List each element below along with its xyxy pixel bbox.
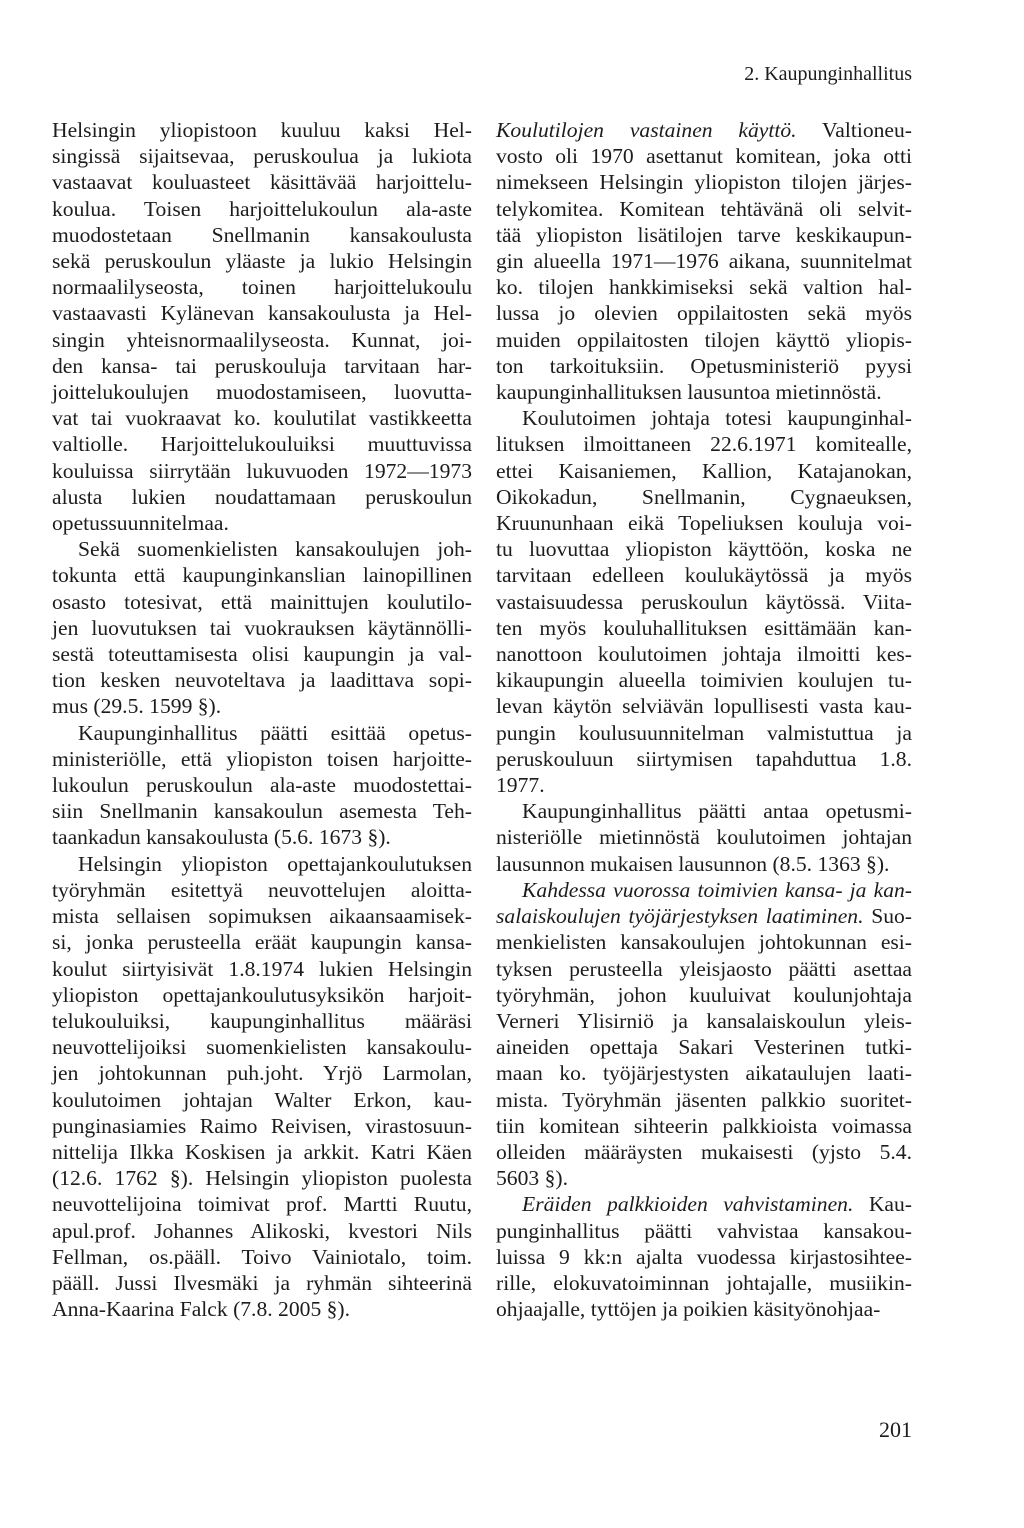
line-text: Suo-	[863, 904, 912, 929]
paragraph	[52, 851, 472, 1323]
paragraph	[52, 117, 472, 536]
line-text: yliopiston opettajankoulutusyksikön harjoit-	[52, 982, 472, 1007]
line-text: (12.6. 1762 §). Helsingin yliopiston puolesta	[52, 1166, 472, 1191]
text-line	[496, 982, 912, 1008]
text-line	[496, 851, 912, 877]
text-line	[496, 484, 912, 510]
line-text: vosto oli 1970 asettanut komitean, joka otti	[496, 144, 912, 169]
text-line	[496, 143, 912, 169]
line-text: mus (29.5. 1599 §).	[52, 694, 222, 719]
text-line	[52, 484, 472, 510]
text-line	[496, 667, 912, 693]
section-heading: Eräiden palkkioiden vahvistaminen.	[522, 1192, 854, 1217]
text-line	[52, 956, 472, 982]
line-text: levan käytön selviävän lopullisesti vasta kau-	[496, 694, 912, 719]
text-line	[496, 693, 912, 719]
line-text: olleiden määräysten mukaisesti (yjsto 5.4.	[496, 1139, 912, 1164]
line-text: muiden oppilaitosten tilojen käyttö yliopis-	[496, 327, 912, 352]
text-line	[496, 615, 912, 641]
text-line	[496, 1034, 912, 1060]
text-line	[52, 117, 472, 143]
line-text: vastaavat kouluasteet käsittävää harjoittelu-	[52, 170, 472, 195]
line-text: pungin koulusuunnitelman valmistuttua ja	[496, 720, 912, 745]
line-text: ohjaajalle, tyttöjen ja poikien käsityönohjaa-	[496, 1297, 881, 1322]
line-text: lukoulun peruskoulun ala-aste muodostettai-	[52, 773, 472, 798]
text-line	[496, 1218, 912, 1244]
line-text: neuvottelijoina toimivat prof. Martti Ruutu,	[52, 1192, 472, 1217]
text-line	[496, 1113, 912, 1139]
text-line	[496, 1139, 912, 1165]
text-line	[496, 379, 912, 405]
text-line	[496, 562, 912, 588]
text-line	[496, 1296, 912, 1322]
text-line	[52, 851, 472, 877]
text-line	[496, 536, 912, 562]
text-line	[52, 248, 472, 274]
line-text: koulua. Toisen harjoittelukoulun ala-aste	[52, 196, 472, 221]
line-text: aineiden opettaja Sakari Vesterinen tutki-	[496, 1035, 912, 1060]
text-line	[52, 196, 472, 222]
text-line	[52, 641, 472, 667]
line-text: koulut siirtyisivät 1.8.1974 lukien Helsingin	[52, 956, 472, 981]
line-text: nisteriölle mietinnöstä koulutoimen johtajan	[496, 825, 912, 850]
text-line	[52, 877, 472, 903]
line-text: punginhallitus päätti vahvistaa kansakou-	[496, 1218, 912, 1243]
text-line	[496, 877, 912, 903]
text-line	[496, 720, 912, 746]
line-text: ton tarkoituksiin. Opetusministeriö pyysi	[496, 353, 912, 378]
line-text: Kau-	[853, 1192, 912, 1217]
line-text: tion kesken neuvoteltava ja laadittava sopi-	[52, 668, 472, 693]
text-line	[52, 300, 472, 326]
paragraph	[52, 720, 472, 851]
text-line	[496, 1060, 912, 1086]
line-text: tu luovuttaa yliopiston käyttöön, koska ne	[496, 537, 912, 562]
line-text: Valtioneu-	[796, 118, 912, 142]
text-line	[496, 929, 912, 955]
line-text: Helsingin yliopiston opettajankoulutuksen	[78, 851, 472, 876]
text-line	[52, 1165, 472, 1191]
line-text: taankadun kansakoulusta (5.6. 1673 §).	[52, 825, 391, 850]
text-line	[52, 720, 472, 746]
text-line	[52, 379, 472, 405]
text-line	[52, 405, 472, 431]
line-text: ministeriölle, että yliopiston toisen harjoitte-	[52, 746, 472, 771]
text-line	[496, 589, 912, 615]
text-line	[496, 353, 912, 379]
line-text: peruskouluun siirtymisen tapahduttua 1.8.	[496, 746, 912, 771]
text-line	[496, 222, 912, 248]
line-text: nimekseen Helsingin yliopiston tilojen järjes-	[496, 170, 912, 195]
paragraph	[496, 798, 912, 877]
line-text: ten myös kouluhallituksen esittämään kan-	[496, 615, 912, 640]
section-heading: salaiskoulujen työjärjestyksen laatiminen.	[496, 904, 864, 929]
text-line	[52, 562, 472, 588]
line-text: työryhmän esitettyä neuvottelujen aloitta-	[52, 877, 472, 902]
text-line	[496, 798, 912, 824]
line-text: koulutoimen johtajan Walter Erkon, kau-	[52, 1087, 472, 1112]
text-line	[496, 431, 912, 457]
line-text: mista. Työryhmän jäsenten palkkio suoritet-	[496, 1087, 912, 1112]
line-text: si, jonka perusteella eräät kaupungin kansa-	[52, 930, 472, 955]
right-column	[496, 117, 912, 1322]
line-text: siin Snellmanin kansakoulun asemesta Teh-	[52, 799, 472, 824]
text-line	[52, 693, 472, 719]
line-text: den kansa- tai peruskouluja tarvitaan har-	[52, 353, 472, 378]
line-text: ettei Kaisaniemen, Kallion, Katajanokan,	[496, 458, 912, 483]
line-text: telukouluiksi, kaupunginhallitus määräsi	[52, 1008, 472, 1033]
text-line	[52, 1296, 472, 1322]
line-text: joittelukoulujen muodostamiseen, luovutta-	[52, 380, 472, 405]
line-text: singissä sijaitsevaa, peruskoulua ja lukiota	[52, 144, 472, 169]
line-text: Helsingin yliopistoon kuuluu kaksi Hel-	[52, 118, 472, 142]
text-line	[52, 929, 472, 955]
text-line	[496, 1191, 912, 1217]
line-text: lituksen ilmoittaneen 22.6.1971 komitealle,	[496, 432, 912, 457]
line-text: tokunta että kaupunginkanslian lainopillinen	[52, 563, 472, 588]
line-text: vastaisuudessa peruskoulun käytössä. Viita-	[496, 589, 912, 614]
line-text: kaupunginhallituksen lausuntoa mietinnöstä.	[496, 380, 882, 405]
text-line	[496, 1008, 912, 1034]
text-line	[52, 1139, 472, 1165]
text-line	[496, 956, 912, 982]
text-line	[52, 1034, 472, 1060]
line-text: kikaupungin alueella toimivien koulujen tu-	[496, 668, 912, 693]
line-text: Verneri Ylisirniö ja kansalaiskoulun yleis-	[496, 1008, 912, 1033]
text-line	[52, 615, 472, 641]
text-line	[52, 143, 472, 169]
text-line	[496, 458, 912, 484]
line-text: normaalilyseosta, toinen harjoittelukoulu	[52, 275, 472, 300]
text-line	[52, 798, 472, 824]
line-text: kouluissa siirrytään lukuvuoden 1972—1973	[52, 458, 472, 483]
text-line	[496, 117, 912, 143]
text-line	[496, 1244, 912, 1270]
section-heading: Koulutilojen vastainen käyttö.	[496, 118, 797, 142]
line-text: vat tai vuokraavat ko. koulutilat vastikkeetta	[52, 406, 472, 431]
section-heading: Kahdessa vuorossa toimivien kansa- ja kan-	[522, 877, 912, 902]
text-line	[496, 248, 912, 274]
text-line	[52, 431, 472, 457]
text-line	[496, 274, 912, 300]
text-line	[52, 772, 472, 798]
line-text: tiin komitean sihteerin palkkioista voimassa	[496, 1113, 912, 1138]
line-text: luissa 9 kk:n ajalta vuodessa kirjastosihtee-	[496, 1244, 912, 1269]
line-text: sestä toteuttamisesta olisi kaupungin ja val-	[52, 642, 472, 667]
line-text: Kruununhaan eikä Topeliuksen kouluja voi-	[496, 511, 912, 536]
line-text: lussa jo olevien oppilaitosten sekä myös	[496, 301, 912, 326]
text-line	[496, 824, 912, 850]
line-text: valtiolle. Harjoittelukouluiksi muuttuvissa	[52, 432, 472, 457]
text-line	[52, 903, 472, 929]
line-text: Kaupunginhallitus päätti antaa opetusmi-	[522, 799, 912, 824]
line-text: tyksen perusteella yleisjaosto päätti asettaa	[496, 956, 912, 981]
line-text: Kaupunginhallitus päätti esittää opetus-	[78, 720, 472, 745]
text-line	[52, 1087, 472, 1113]
paragraph	[52, 536, 472, 719]
text-line	[52, 274, 472, 300]
line-text: telykomitea. Komitean tehtävänä oli selvit-	[496, 196, 912, 221]
line-text: Sekä suomenkielisten kansakoulujen joh-	[78, 537, 472, 562]
line-text: tarvitaan edelleen koulukäytössä ja myös	[496, 563, 912, 588]
line-text: Oikokadun, Snellmanin, Cygnaeuksen,	[496, 484, 912, 509]
line-text: neuvottelijoiksi suomenkielisten kansakoulu-	[52, 1035, 472, 1060]
paragraph	[496, 1191, 912, 1322]
line-text: jen luovutuksen tai vuokrauksen käytännölli-	[52, 615, 472, 640]
text-line	[52, 667, 472, 693]
line-text: työryhmän, johon kuuluivat koulunjohtaja	[496, 982, 912, 1007]
line-text: nanottoon koulutoimen johtaja ilmoitti kes-	[496, 642, 912, 667]
running-header: 2. Kaupunginhallitus	[744, 63, 912, 85]
text-line	[52, 458, 472, 484]
paragraph	[496, 877, 912, 1191]
page-number: 201	[879, 1417, 912, 1442]
text-line	[496, 772, 912, 798]
text-line	[496, 1270, 912, 1296]
text-line	[496, 196, 912, 222]
line-text: mista sellaisen sopimuksen aikaansaamisek-	[52, 904, 472, 929]
text-line	[496, 1165, 912, 1191]
text-line	[52, 222, 472, 248]
line-text: 5603 §).	[496, 1166, 568, 1191]
line-text: jen johtokunnan puh.joht. Yrjö Larmolan,	[52, 1061, 472, 1086]
text-line	[52, 824, 472, 850]
line-text: menkielisten kansakoulujen johtokunnan esi-	[496, 930, 912, 955]
text-line	[52, 1113, 472, 1139]
line-text: Fellman, os.pääll. Toivo Vainiotalo, toim.	[52, 1244, 472, 1269]
line-text: lausunnon mukaisen lausunnon (8.5. 1363 §).	[496, 851, 890, 876]
text-line	[52, 1191, 472, 1217]
text-line	[496, 903, 912, 929]
line-text: punginasiamies Raimo Reivisen, virastosuun-	[52, 1113, 472, 1138]
line-text: vastaavasti Kylänevan kansakoulusta ja Hel-	[52, 301, 472, 326]
left-column	[52, 117, 472, 1322]
text-line	[52, 1008, 472, 1034]
line-text: Koulutoimen johtaja totesi kaupunginhal-	[522, 406, 912, 431]
text-line	[52, 1244, 472, 1270]
line-text: ko. tilojen hankkimiseksi sekä valtion hal-	[496, 275, 912, 300]
text-line	[496, 405, 912, 431]
line-text: muodostetaan Snellmanin kansakoulusta	[52, 222, 472, 247]
text-line	[52, 169, 472, 195]
text-line	[52, 1270, 472, 1296]
line-text: nittelija Ilkka Koskisen ja arkkit. Katri Käen	[52, 1139, 472, 1164]
line-text: gin alueella 1971—1976 aikana, suunnitelmat	[496, 249, 912, 274]
text-line	[52, 1218, 472, 1244]
text-line	[52, 982, 472, 1008]
text-line	[496, 300, 912, 326]
text-line	[52, 353, 472, 379]
line-text: Anna-Kaarina Falck (7.8. 2005 §).	[52, 1297, 351, 1322]
text-line	[496, 1087, 912, 1113]
text-line	[496, 510, 912, 536]
text-line	[496, 327, 912, 353]
line-text: sekä peruskoulun yläaste ja lukio Helsingin	[52, 249, 472, 274]
paragraph	[496, 405, 912, 798]
text-line	[52, 536, 472, 562]
line-text: opetussuunnitelmaa.	[52, 511, 229, 536]
line-text: osasto totesivat, että mainittujen koulutilo-	[52, 589, 472, 614]
text-line	[52, 1060, 472, 1086]
text-line	[496, 641, 912, 667]
paragraph	[496, 117, 912, 405]
text-line	[496, 746, 912, 772]
text-line	[52, 327, 472, 353]
line-text: 1977.	[496, 773, 545, 798]
line-text: maan ko. työjärjestysten aikataulujen laati-	[496, 1061, 912, 1086]
text-line	[52, 746, 472, 772]
line-text: pääll. Jussi Ilvesmäki ja ryhmän sihteerinä	[52, 1270, 472, 1295]
line-text: rille, elokuvatoiminnan johtajalle, musiikin-	[496, 1270, 912, 1295]
text-line	[52, 589, 472, 615]
line-text: alusta lukien noudattamaan peruskoulun	[52, 484, 472, 509]
line-text: singin yhteisnormaalilyseosta. Kunnat, joi-	[52, 327, 472, 352]
text-line	[52, 510, 472, 536]
text-line	[496, 169, 912, 195]
line-text: apul.prof. Johannes Alikoski, kvestori Nils	[52, 1218, 472, 1243]
line-text: tää yliopiston lisätilojen tarve keskikaupun-	[496, 222, 912, 247]
